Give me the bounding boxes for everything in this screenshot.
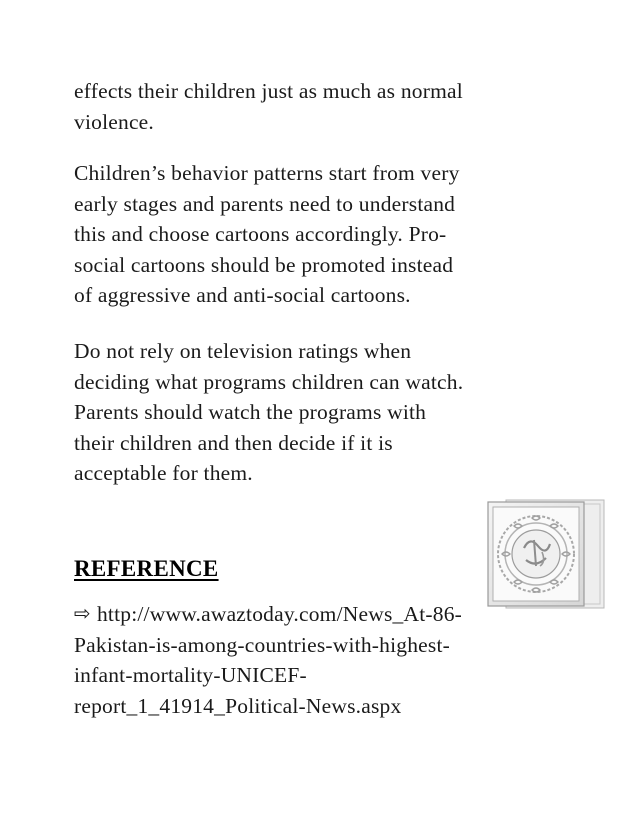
text-line: Children’s behavior patterns start from very (74, 161, 460, 185)
reference-link-line[interactable]: infant-mortality-UNICEF- (74, 663, 307, 687)
text-line: their children and then decide if it is (74, 430, 393, 455)
text-line: Do not rely on television ratings when (74, 339, 412, 363)
reference-heading: REFERENCE (74, 556, 219, 581)
text-line: of aggressive and anti-social cartoons. (74, 283, 411, 307)
text-line: Parents should watch the programs with (74, 400, 427, 424)
text-line: acceptable for them. (74, 461, 253, 485)
reference-link-line[interactable]: Pakistan-is-among-countries-with-highest- (74, 632, 451, 657)
hollow-right-arrow-icon: ⇨ (74, 601, 91, 625)
paragraph-behavior-patterns (74, 158, 460, 311)
paragraph-television-ratings (74, 336, 463, 489)
reference-link[interactable] (74, 598, 462, 721)
text-line: violence. (74, 109, 154, 134)
reference-link-text[interactable]: http://www.awaztoday.com/News_At-86- (96, 602, 463, 626)
text-line: effects their children just as much as normal (74, 79, 463, 103)
reference-link-line[interactable]: report_1_41914_Political-News.aspx (74, 693, 402, 718)
text-line: early stages and parents need to understand (74, 191, 456, 216)
text-line: this and choose cartoons accordingly. Pro- (74, 222, 447, 246)
calligraphy-seal-icon (484, 496, 608, 612)
paragraph-violence (74, 76, 463, 137)
text-line: social cartoons should be promoted instead (74, 252, 454, 277)
reference-link-line[interactable] (74, 598, 462, 630)
text-line: deciding what programs children can watch. (74, 369, 464, 394)
